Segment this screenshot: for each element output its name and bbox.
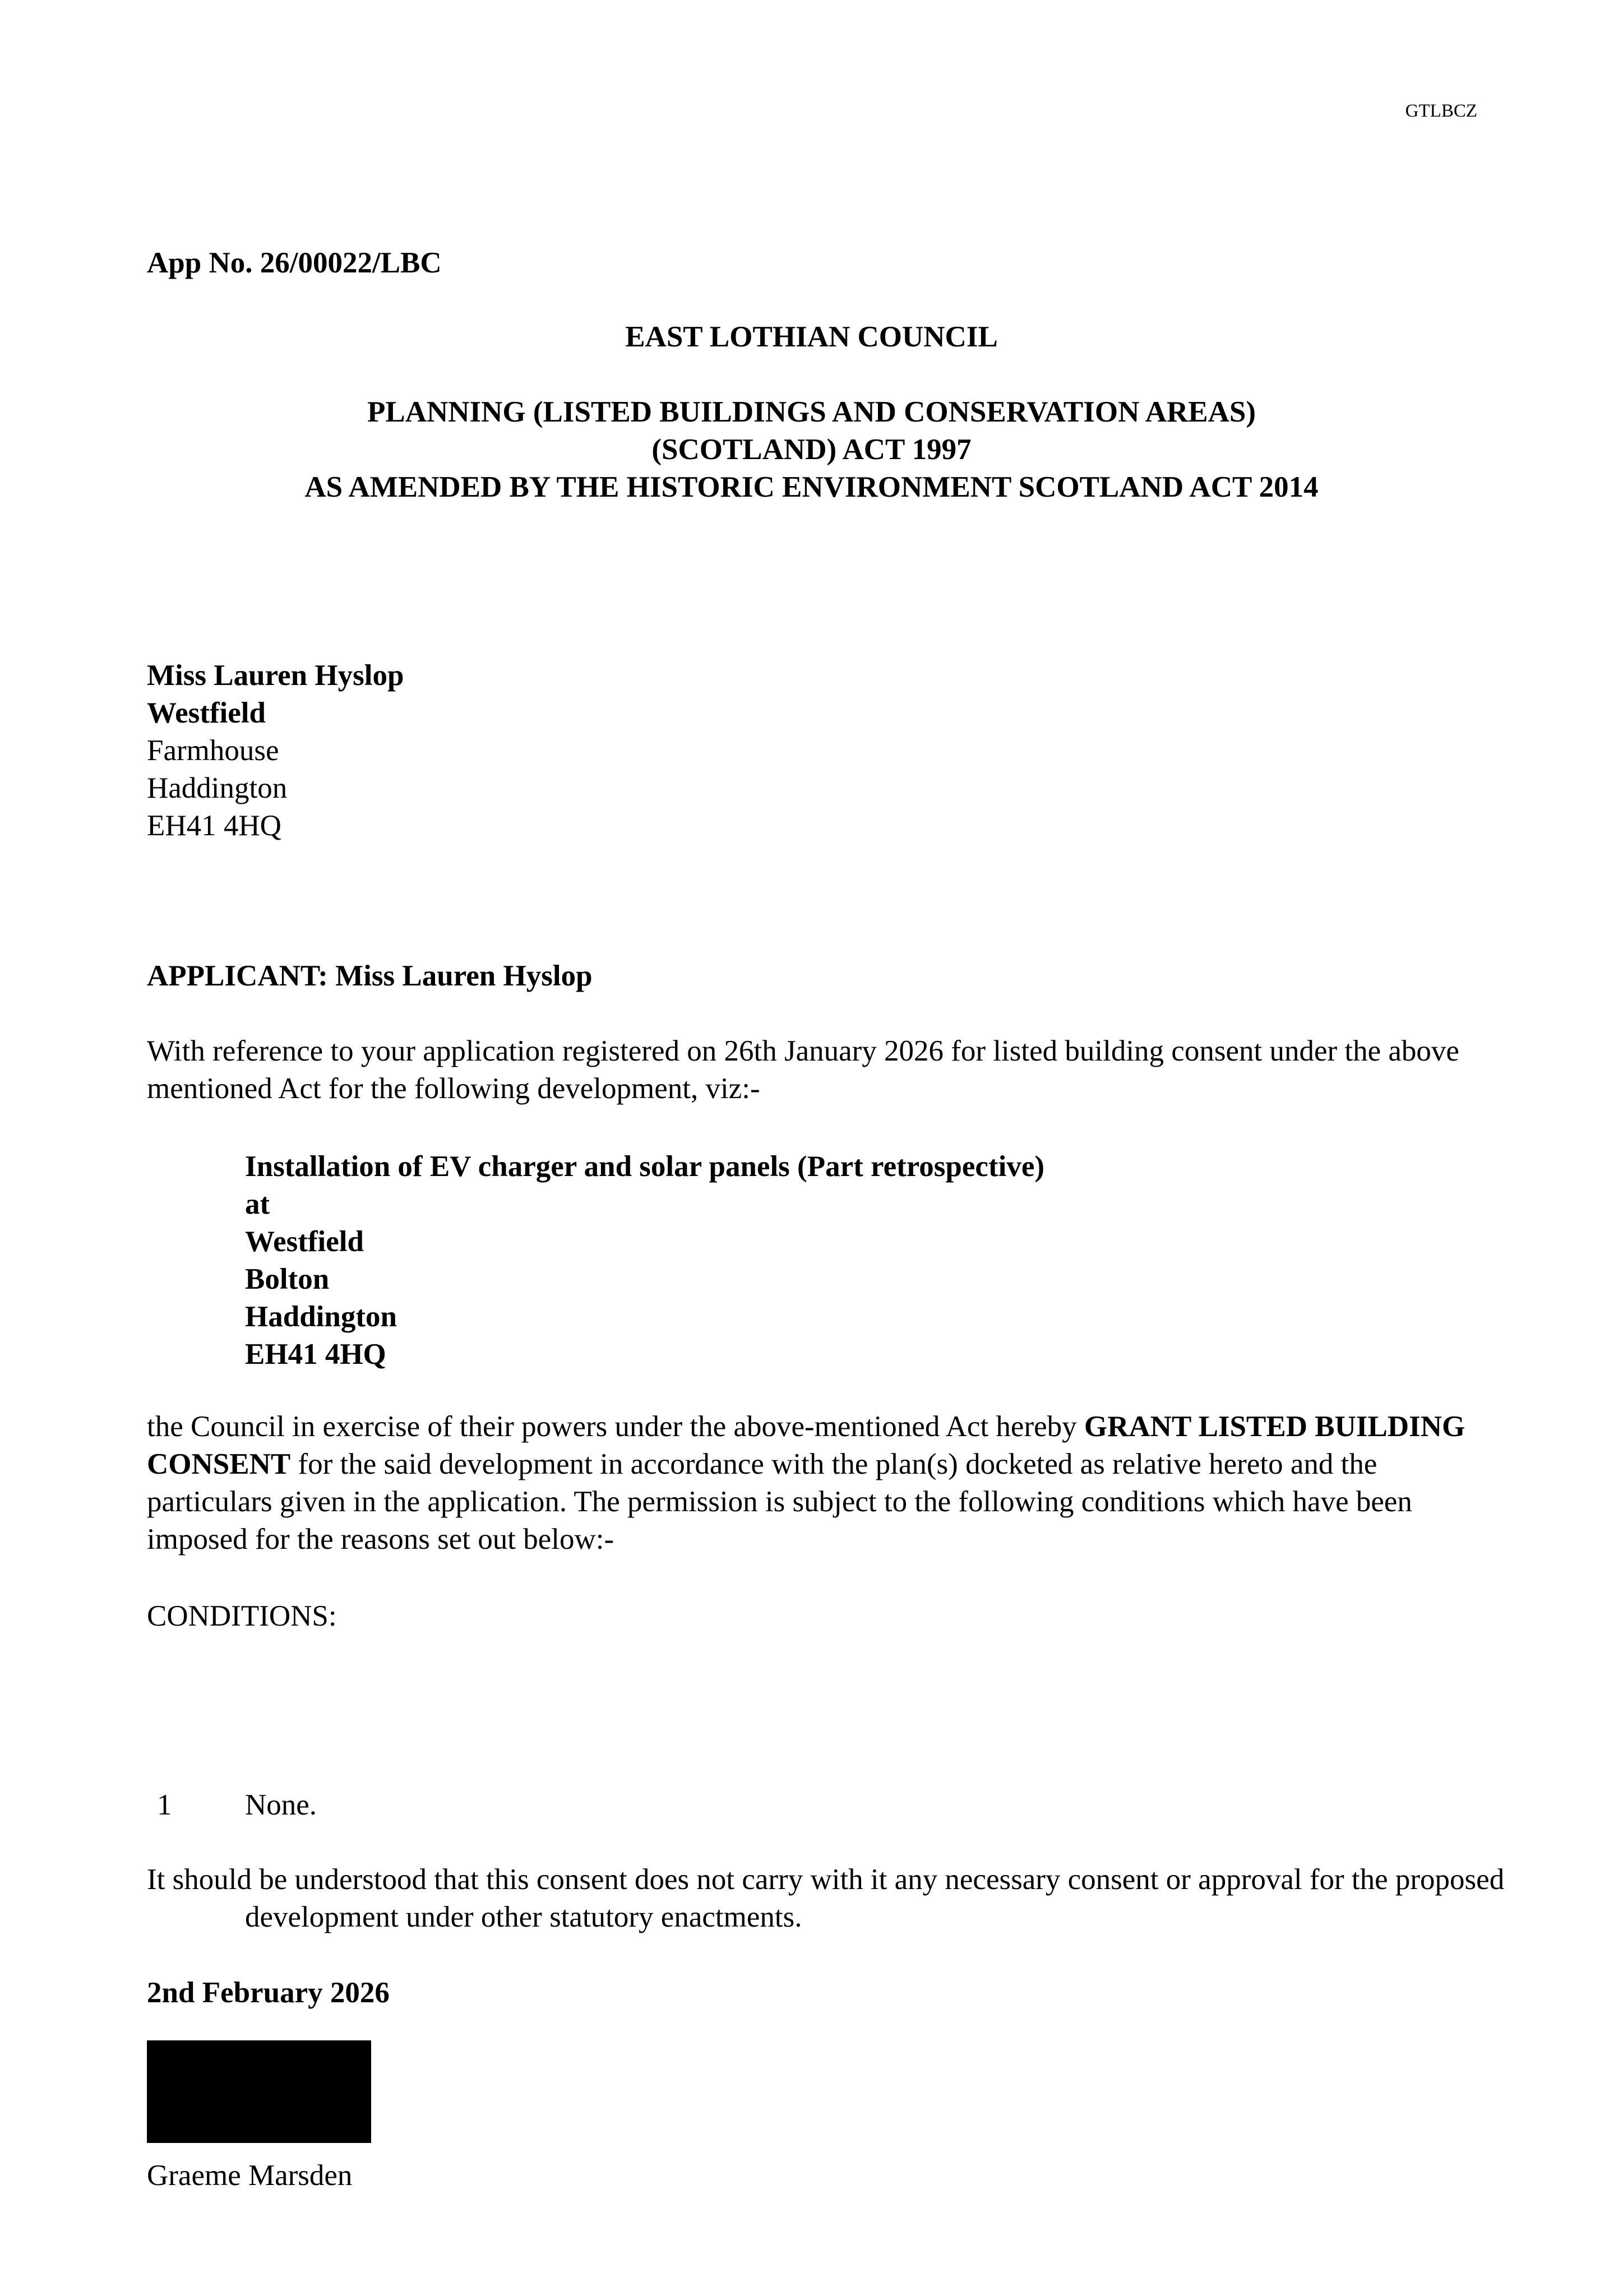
- redacted-signature: [147, 2040, 371, 2143]
- document-reference-code: GTLBCZ: [1405, 101, 1477, 121]
- decision-grant: GRANT LISTED BUILDING CONSENT: [147, 1410, 1465, 1480]
- act-heading-line-1: PLANNING (LISTED BUILDINGS AND CONSERVATION AREAS): [367, 396, 1256, 428]
- recipient-address: [147, 657, 404, 845]
- site-postcode: EH41 4HQ: [245, 1338, 386, 1371]
- condition-item: [147, 1786, 317, 1824]
- applicant-line: APPLICANT: Miss Lauren Hyslop: [147, 960, 593, 992]
- decision-paragraph: [147, 1408, 1492, 1558]
- application-number: App No. 26/00022/LBC: [147, 247, 442, 279]
- recipient-name: Miss Lauren Hyslop: [147, 659, 404, 692]
- address-line-3: Haddington: [147, 772, 288, 804]
- consent-note: It should be understood that this consent does not carry with it any necessary consent or approval for the proposed development under other statutory enactments.: [147, 1863, 1505, 1933]
- development-description: Installation of EV charger and solar panels (Part retrospective): [245, 1150, 1045, 1183]
- address-line-1: Westfield: [147, 697, 266, 729]
- development-at: at: [245, 1188, 270, 1220]
- address-line-2: Farmhouse: [147, 734, 279, 767]
- site-line-3: Haddington: [245, 1300, 397, 1333]
- site-line-1: Westfield: [245, 1225, 364, 1258]
- act-heading-line-3: AS AMENDED BY THE HISTORIC ENVIRONMENT SCOTLAND ACT 2014: [304, 471, 1319, 503]
- address-postcode: EH41 4HQ: [147, 809, 281, 842]
- site-line-2: Bolton: [245, 1263, 330, 1295]
- signatory-name: Graeme Marsden: [147, 2159, 353, 2192]
- conditions-heading: CONDITIONS:: [147, 1600, 337, 1632]
- council-name: EAST LOTHIAN COUNCIL: [625, 321, 998, 353]
- condition-number: 1: [157, 1789, 172, 1821]
- decision-date: 2nd February 2026: [147, 1976, 390, 2009]
- act-heading: [0, 394, 1623, 506]
- development-details: [245, 1148, 1044, 1373]
- act-heading-line-2: (SCOTLAND) ACT 1997: [651, 433, 972, 466]
- condition-text: None.: [245, 1789, 317, 1821]
- decision-text-before: the Council in exercise of their powers under the above-mentioned Act hereby: [147, 1410, 1084, 1443]
- intro-paragraph: With reference to your application registered on 26th January 2026 for listed building consent under the above mentioned Act for the following development, viz:-: [147, 1035, 1459, 1105]
- decision-text-after: for the said development in accordance with the plan(s) docketed as relative hereto and the particulars given in the application. The permission is subject to the following conditions which have been imposed for the reasons set out below:-: [147, 1448, 1412, 1556]
